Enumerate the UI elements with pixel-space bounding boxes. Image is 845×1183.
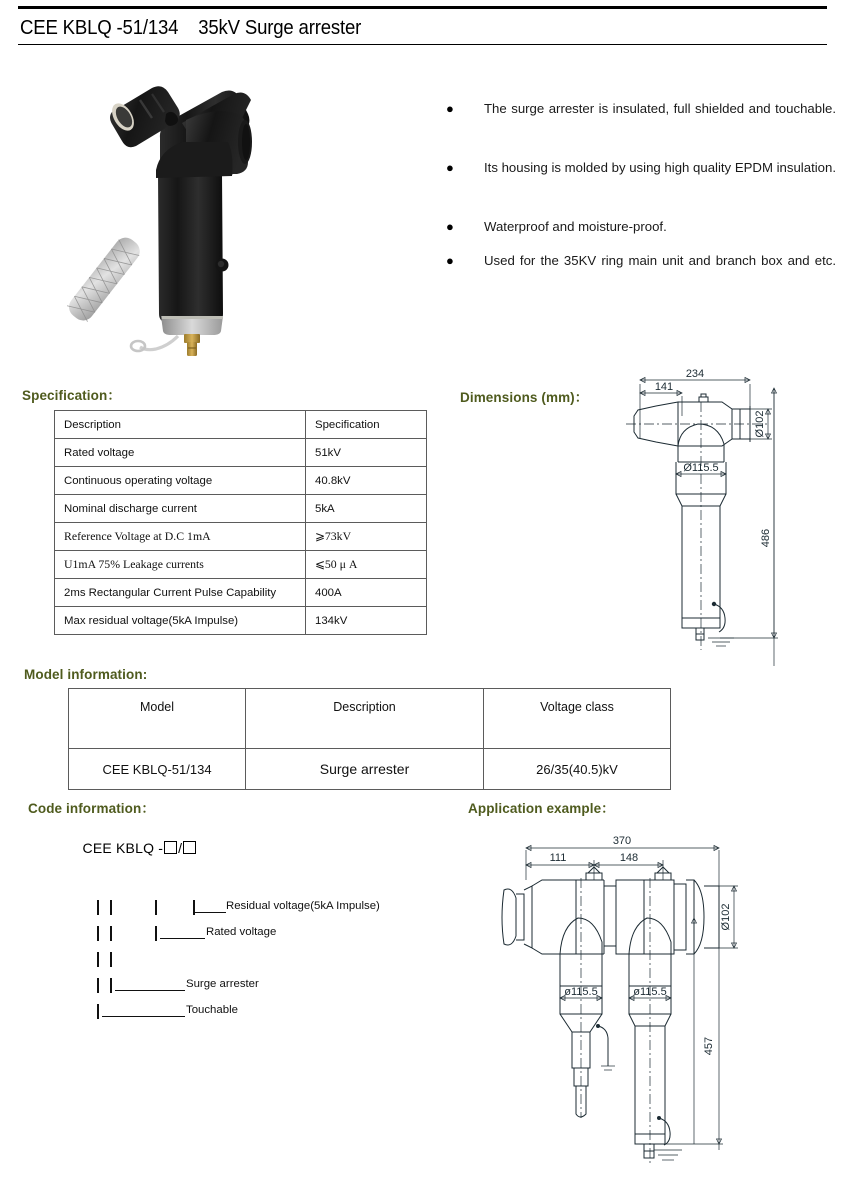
code-leader-line — [115, 990, 185, 991]
code-legend-row — [58, 924, 438, 950]
specification-table — [54, 410, 427, 635]
cell-description: Continuous operating voltage — [55, 467, 306, 495]
list-item-label: Waterproof and moisture-proof. — [484, 219, 667, 234]
code-placeholder-box-2 — [183, 841, 196, 854]
code-legend-label: Rated voltage — [206, 926, 277, 938]
dimensions-heading: Dimensions (mm)： — [460, 390, 589, 405]
specification-table-wrapper — [54, 410, 426, 635]
code-stem-icon — [155, 926, 157, 941]
column-header-description: Description — [55, 411, 306, 439]
model-information-table — [68, 688, 671, 790]
column-header-specification: Specification — [306, 411, 427, 439]
cell-description: 2ms Rectangular Current Pulse Capability — [55, 579, 306, 607]
code-stem-icon — [97, 1004, 99, 1019]
code-stem-icon — [97, 926, 99, 941]
dimension-label-141: 141 — [654, 381, 674, 393]
dimension-label-diameter-115-5: Ø115.5 — [683, 462, 719, 474]
column-header-description: Description — [246, 689, 484, 749]
code-pattern — [58, 824, 438, 872]
cell-specification: 5kA — [306, 495, 427, 523]
cell-specification: 40.8kV — [306, 467, 427, 495]
cell-description: U1mA 75% Leakage currents — [55, 551, 306, 579]
dimension-label-diameter-102: Ø102 — [754, 410, 766, 438]
cell-description: Nominal discharge current — [55, 495, 306, 523]
code-stem-icon — [97, 978, 99, 993]
list-item — [446, 155, 836, 205]
list-item — [446, 214, 836, 239]
dimension-label-370: 370 — [612, 835, 632, 847]
code-leader-line — [194, 912, 226, 913]
cell-description: Rated voltage — [55, 439, 306, 467]
page-title: CEE KBLQ -51/134 35kV Surge arrester — [20, 17, 362, 39]
list-item-label: The surge arrester is insulated, full shielded and touchable. — [484, 101, 836, 116]
dimension-label-457: 457 — [703, 1036, 715, 1056]
application-example-drawing — [498, 818, 763, 1178]
code-legend-row — [58, 976, 438, 1002]
cell-description: Max residual voltage(5kA Impulse) — [55, 607, 306, 635]
code-stem-icon — [110, 978, 112, 993]
code-stem-icon — [110, 926, 112, 941]
table-row — [55, 579, 427, 607]
cell-voltage-class: 26/35(40.5)kV — [484, 749, 671, 790]
header-top-rule — [18, 6, 827, 9]
code-information-heading: Code information： — [28, 801, 155, 816]
table-row — [55, 551, 427, 579]
header-bottom-rule — [18, 44, 827, 45]
cell-specification: 400A — [306, 579, 427, 607]
list-item — [446, 248, 836, 298]
cell-specification: ⩾73kV — [306, 523, 427, 551]
code-prefix-label: CEE KBLQ - — [82, 840, 164, 856]
code-leader-line — [102, 1016, 185, 1017]
code-stem-icon — [155, 900, 157, 915]
bullet-icon: ● — [446, 101, 454, 116]
cell-description: Surge arrester — [246, 749, 484, 790]
list-item-label: Used for the 35KV ring main unit and branch box and etc. — [484, 253, 836, 268]
list-item-label: Its housing is molded by using high quality EPDM insulation. — [484, 160, 836, 175]
code-legend-label: Touchable — [186, 1004, 238, 1016]
table-row — [55, 495, 427, 523]
cell-description: Reference Voltage at D.C 1mA — [55, 523, 306, 551]
dimension-label-diameter-102: Ø102 — [720, 903, 732, 931]
code-legend-row — [58, 950, 438, 976]
code-information-block — [58, 824, 438, 1016]
dimension-label-111: 111 — [549, 852, 567, 864]
code-leader-line — [160, 938, 205, 939]
cell-specification: 51kV — [306, 439, 427, 467]
application-example-heading: Application example： — [468, 801, 615, 816]
bullet-icon: ● — [446, 253, 454, 268]
dimension-label-diameter-115-5-right: ø115.5 — [633, 986, 667, 998]
feature-list — [446, 96, 836, 307]
model-information-heading: Model information: — [24, 667, 148, 682]
cell-specification: 134kV — [306, 607, 427, 635]
model-table-wrapper — [68, 688, 670, 790]
code-legend-label: Surge arrester — [186, 978, 259, 990]
product-photo — [82, 78, 278, 363]
dimension-label-148: 148 — [619, 852, 639, 864]
bullet-icon: ● — [446, 219, 454, 234]
column-header-voltage-class: Voltage class — [484, 689, 671, 749]
dimension-label-diameter-115-5-left: ø115.5 — [564, 986, 598, 998]
table-header-row — [69, 689, 671, 749]
bullet-icon: ● — [446, 160, 454, 175]
dimension-label-486: 486 — [760, 528, 772, 548]
specification-heading: Specification： — [22, 388, 121, 403]
column-header-model: Model — [69, 689, 246, 749]
table-header-row — [55, 411, 427, 439]
code-legend-label: Residual voltage(5kA Impulse) — [226, 900, 380, 912]
table-row — [55, 467, 427, 495]
code-stem-icon — [97, 952, 99, 967]
list-item — [446, 96, 836, 146]
cell-model: CEE KBLQ-51/134 — [69, 749, 246, 790]
code-legend — [58, 882, 438, 1016]
dimensions-drawing — [622, 366, 832, 666]
dimension-label-234: 234 — [685, 368, 705, 380]
cell-specification: ⩽50 μ A — [306, 551, 427, 579]
table-row — [55, 607, 427, 635]
code-legend-row — [58, 898, 438, 924]
code-separator-label: / — [178, 840, 183, 856]
table-row — [55, 523, 427, 551]
table-row — [55, 439, 427, 467]
code-stem-icon — [97, 900, 99, 915]
table-row — [69, 749, 671, 790]
code-stem-icon — [110, 900, 112, 915]
code-placeholder-box-1 — [164, 841, 177, 854]
code-stem-icon — [110, 952, 112, 967]
code-legend-row — [58, 1002, 438, 1028]
